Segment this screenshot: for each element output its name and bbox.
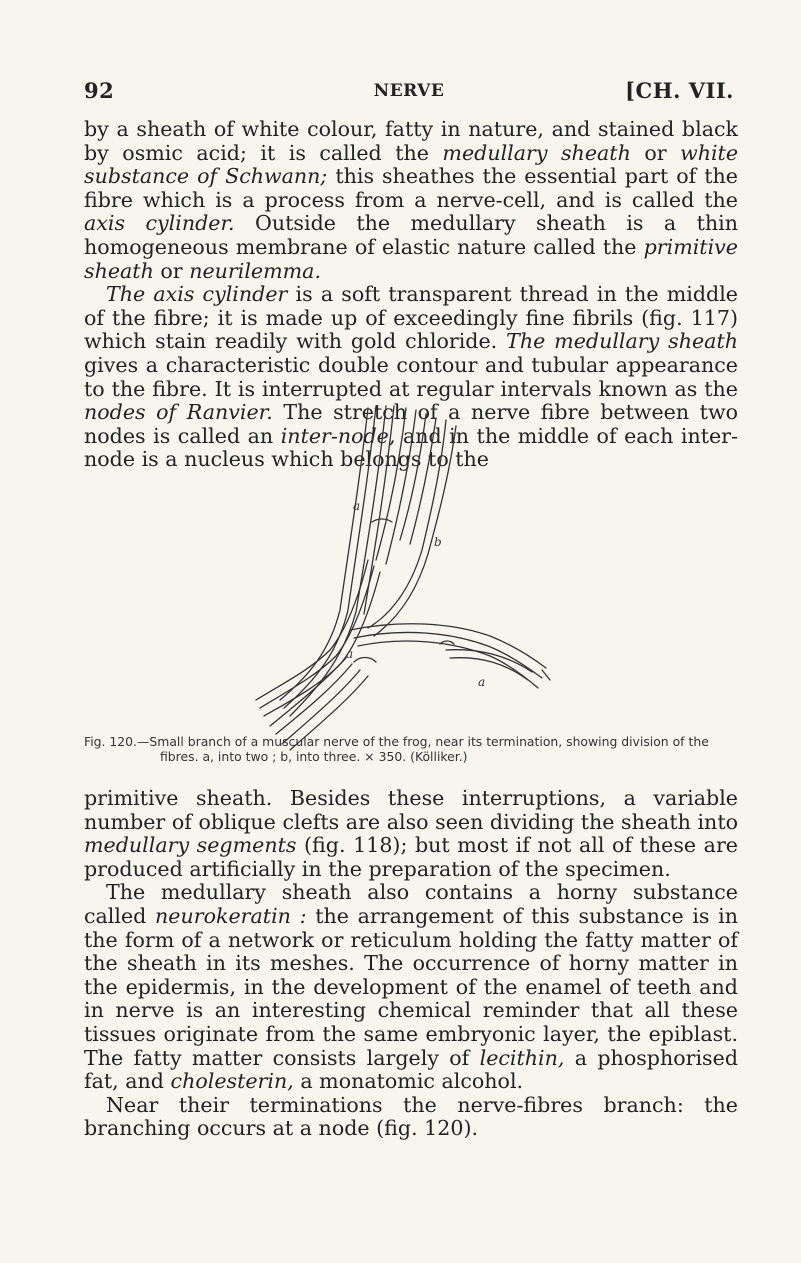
- paragraph: Near their terminations the nerve-fibres branch: the branching occurs at a node (fig. 120).: [84, 1092, 738, 1141]
- figure-label: a: [346, 647, 354, 661]
- nerve-branch-illustration: [250, 400, 570, 755]
- chapter-label: [CH. VII.: [625, 78, 734, 103]
- running-head: [84, 78, 734, 108]
- figure-label: a: [478, 675, 486, 689]
- figure-caption: Fig. 120.—Small branch of a muscular nerve of the frog, near its termination, showing division of the fibres. a, into two ; b, into three. × 350. (Kölliker.): [84, 734, 709, 764]
- body-text-bottom: [84, 787, 738, 1141]
- figure-label: b: [434, 535, 442, 549]
- figure-label: a: [353, 499, 361, 513]
- nerve-branch-figure: [250, 400, 570, 755]
- paragraph: primitive sheath. Besides these interruptions, a variable number of oblique clefts are also seen dividing the sheath into medullary segments (fig. 118); but most if not all of these are produced artificially in the preparation of the specimen.: [84, 786, 738, 881]
- running-title: NERVE: [373, 81, 445, 101]
- paragraph: by a sheath of white colour, fatty in nature, and stained black by osmic acid; it is called the medullary sheath or white substance of Schwann; this sheathes the essential part of the fibre which is a process from a nerve-cell, and is called the axis cylinder. Outside the medullary sheath is a thin homogeneous membrane of elastic nature called the primitive sheath or neurilemma.: [84, 117, 739, 283]
- page-number: 92: [84, 78, 115, 103]
- paragraph: The axis cylinder is a soft transparent thread in the middle of the fibre; it is made up of exceedingly fine fibrils (fig. 117) which stain readily with gold chloride. The medullary sheath gives a characteristic double contour and tubular appearance to the fibre. It is interrupted at regular intervals known as the nodes of Ranvier. The stretch of a nerve fibre between two nodes is called an inter-node, and in the middle of each inter-node is a nucleus which belongs to the: [84, 282, 738, 472]
- paragraph: The medullary sheath also contains a horny substance called neurokeratin : the arrangement of this substance is in the form of a network or reticulum holding the fatty matter of the sheath in its meshes. The occurrence of horny matter in the epidermis, in the development of the enamel of teeth and in nerve is an interesting chemical reminder that all these tissues originate from the same embryonic layer, the epiblast. The fatty matter consists largely of lecithin, a phosphorised fat, and cholesterin, a monatomic alcohol.: [84, 880, 739, 1094]
